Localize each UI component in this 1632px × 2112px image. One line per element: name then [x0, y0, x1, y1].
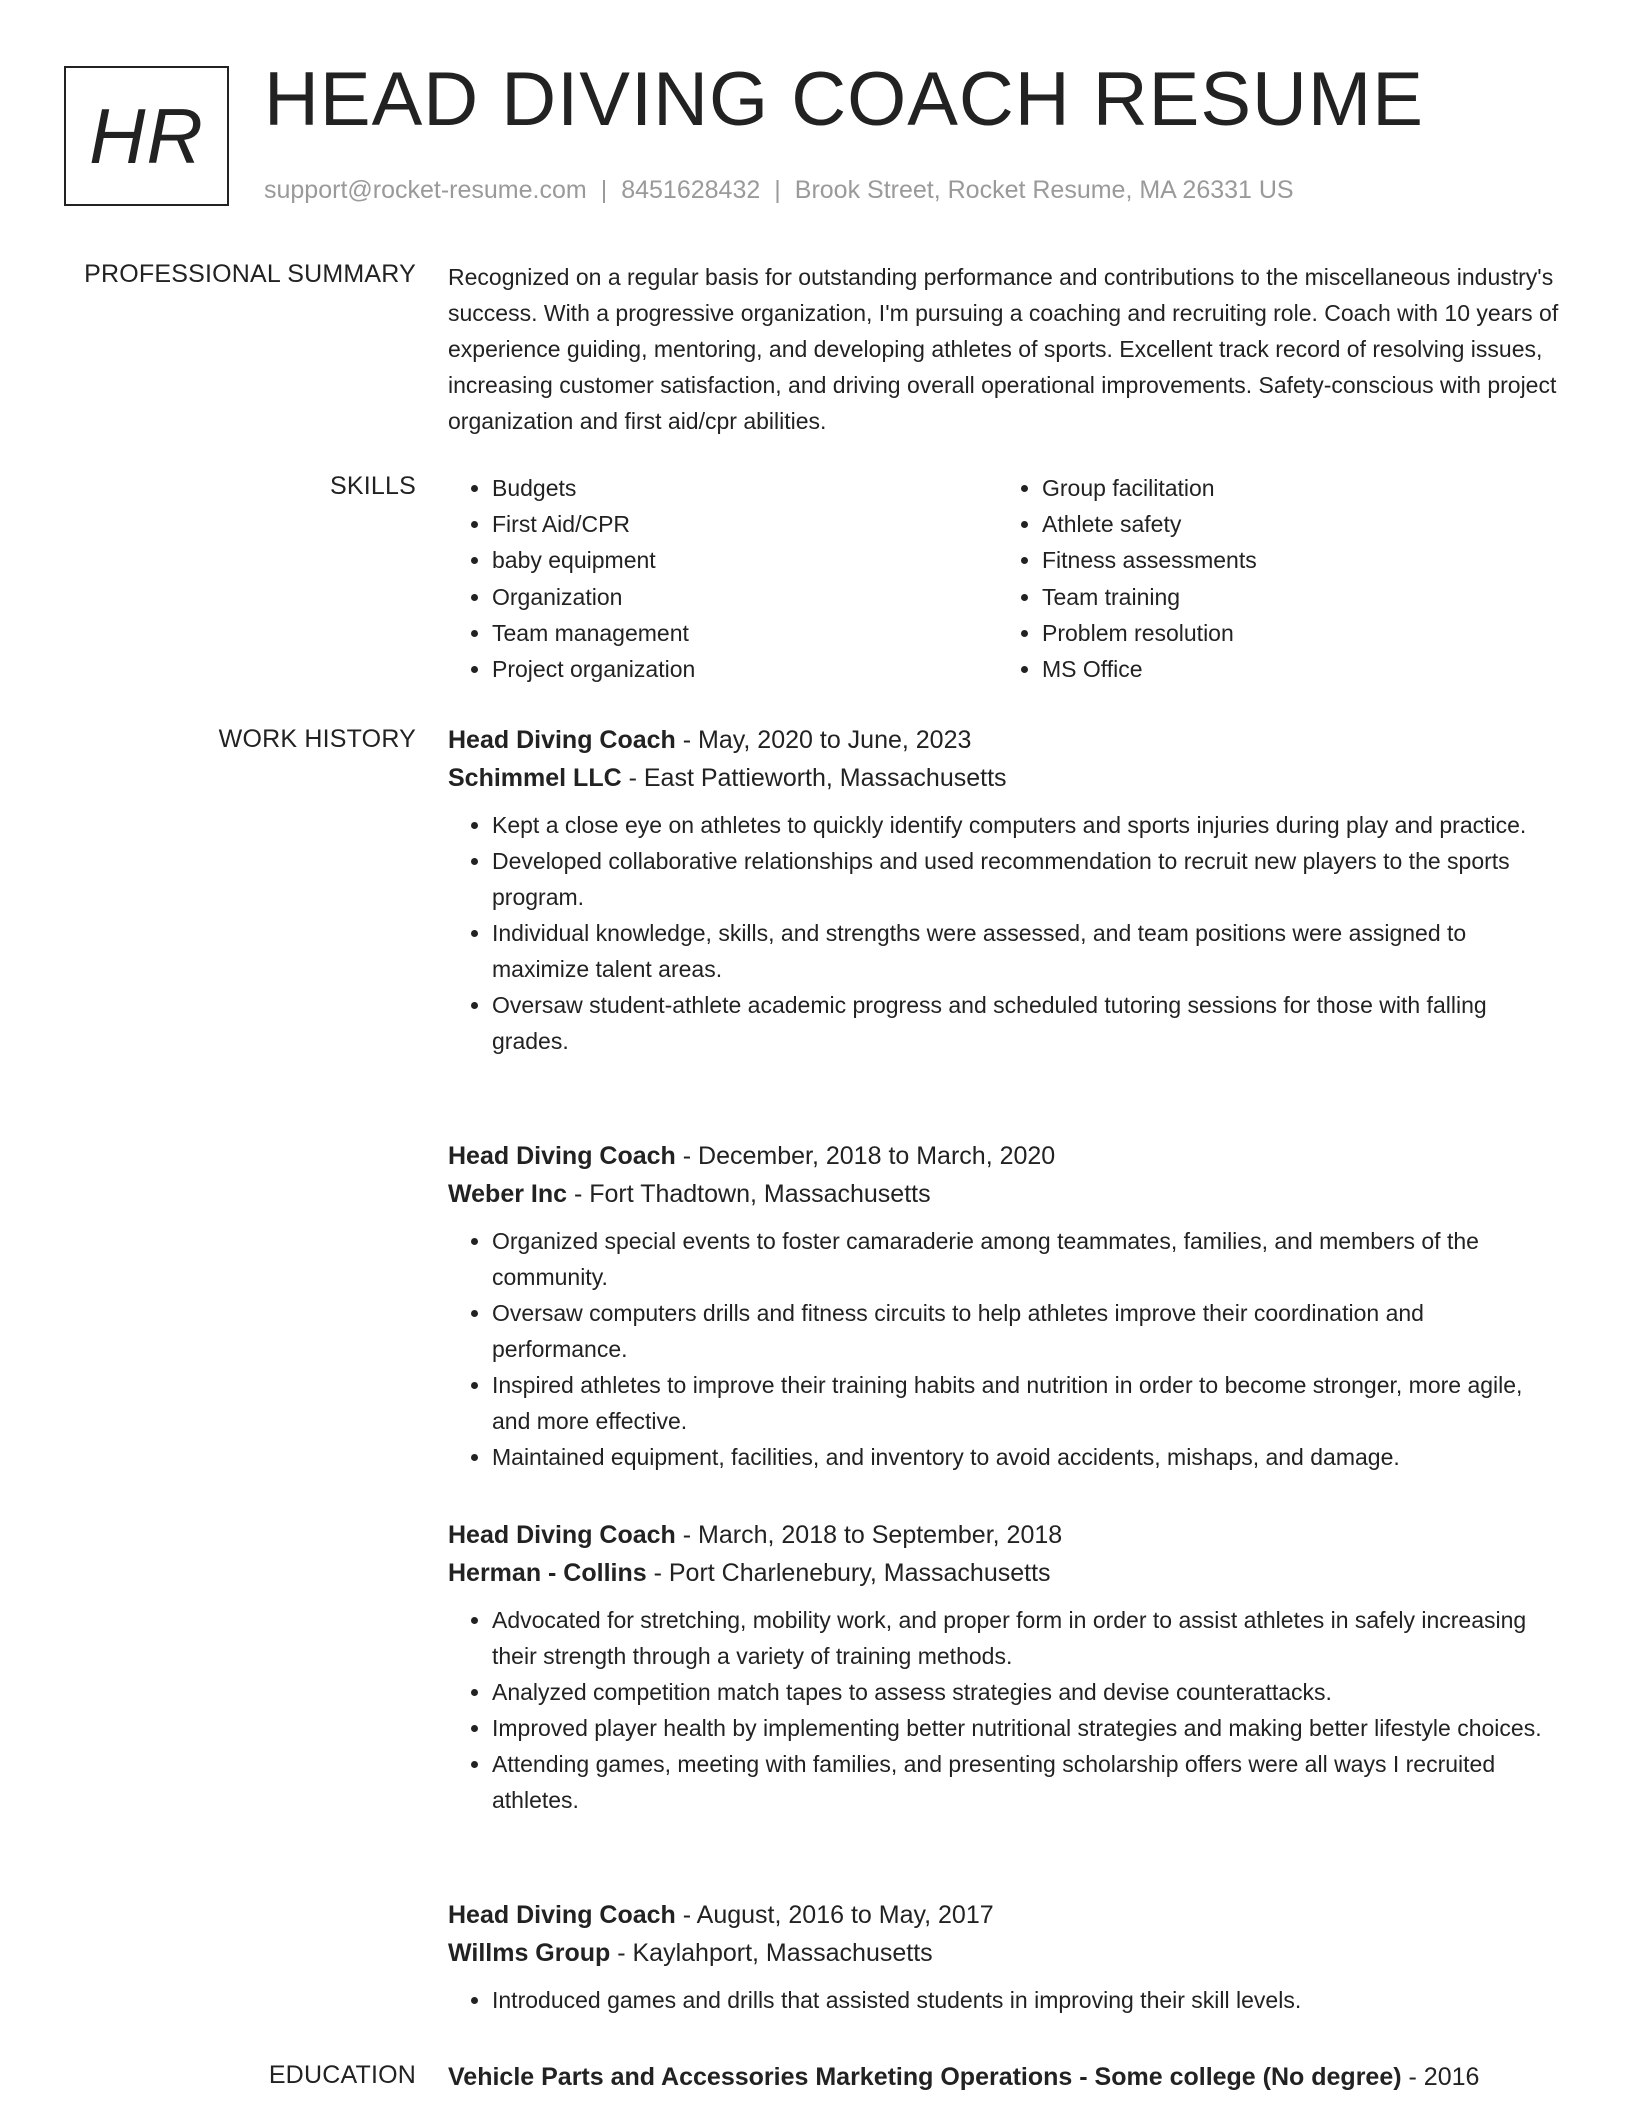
skills-section	[448, 470, 1560, 687]
job-bullet: • Improved player health by implementing better nutritional strategies and making better lifestyle choices.	[492, 1710, 1560, 1746]
job-bullet: • Oversaw student-athlete academic progress and scheduled tutoring sessions for those with falling grades.	[492, 987, 1560, 1059]
job-entry	[448, 1516, 1560, 1818]
job-title: Head Diving Coach	[448, 1521, 676, 1549]
job-bullets	[448, 1982, 1560, 2018]
job-location: - East Pattieworth, Massachusetts	[621, 764, 1007, 792]
contact-address: Brook Street, Rocket Resume, MA 26331 US	[794, 176, 1294, 204]
skill-item: • baby equipment	[492, 542, 998, 578]
job-location: - Fort Thadtown, Massachusetts	[567, 1180, 931, 1208]
job-title-line	[448, 1896, 1560, 1934]
job-title-line	[448, 1137, 1560, 1175]
education-year: - 2016	[1401, 2063, 1480, 2091]
job-bullet: • Introduced games and drills that assisted students in improving their skill levels.	[492, 1982, 1560, 2018]
job-bullet: • Advocated for stretching, mobility work, and proper form in order to assist athletes in safely increasing their strength through a variety of training methods.	[492, 1602, 1560, 1674]
job-bullet: • Analyzed competition match tapes to assess strategies and devise counterattacks.	[492, 1674, 1560, 1710]
summary-section	[448, 259, 1560, 439]
job-bullets	[448, 1223, 1560, 1475]
contact-separator: |	[774, 176, 781, 204]
skill-item: • Project organization	[492, 651, 998, 687]
job-company: Willms Group	[448, 1939, 611, 1967]
education-section	[448, 2058, 1560, 2096]
section-label-education: EDUCATION	[268, 2061, 416, 2089]
job-dates: - March, 2018 to September, 2018	[675, 1521, 1063, 1549]
summary-text: Recognized on a regular basis for outstanding performance and contributions to the miscellaneous industry's success. With a progressive organization, I'm pursuing a coaching and recruiting role. Coach with 10 years of experience guiding, mentoring, and developing athletes of sports. Excellent track record of resolving issues, increasing customer satisfaction, and driving overall operational improvements. Safety-conscious with project organization and first aid/cpr abilities.	[448, 264, 1559, 434]
monogram-box	[64, 66, 229, 206]
job-company-line	[448, 1554, 1560, 1592]
skills-list-right	[998, 470, 1548, 687]
job-bullet: • Maintained equipment, facilities, and inventory to avoid accidents, mishaps, and damage.	[492, 1439, 1560, 1475]
skill-item: • First Aid/CPR	[492, 506, 998, 542]
section-label-work-history: WORK HISTORY	[218, 725, 416, 753]
job-bullet: • Attending games, meeting with families, and presenting scholarship offers were all ways I recruited athletes.	[492, 1746, 1560, 1818]
skill-item: • Team training	[1042, 579, 1548, 615]
skill-item: • Organization	[492, 579, 998, 615]
job-dates: - December, 2018 to March, 2020	[675, 1142, 1056, 1170]
job-bullets	[448, 1602, 1560, 1818]
contact-line	[264, 176, 1294, 205]
job-company: Schimmel LLC	[448, 764, 622, 792]
skill-item: • Fitness assessments	[1042, 542, 1548, 578]
job-dates: - May, 2020 to June, 2023	[675, 726, 972, 754]
skill-item: • Budgets	[492, 470, 998, 506]
contact-email: support@rocket-resume.com	[264, 176, 587, 204]
job-title: Head Diving Coach	[448, 1142, 676, 1170]
job-location: - Port Charlenebury, Massachusetts	[646, 1559, 1051, 1587]
education-program: Vehicle Parts and Accessories Marketing Operations - Some college (No degree)	[448, 2063, 1402, 2091]
job-company-line	[448, 759, 1560, 797]
skills-list-left	[448, 470, 998, 687]
job-bullet: • Individual knowledge, skills, and strengths were assessed, and team positions were assigned to maximize talent areas.	[492, 915, 1560, 987]
job-entry	[448, 1896, 1560, 2018]
contact-phone: 8451628432	[621, 176, 761, 204]
job-title-line	[448, 721, 1560, 759]
job-bullet: • Organized special events to foster camaraderie among teammates, families, and members of the community.	[492, 1223, 1560, 1295]
job-entry	[448, 1137, 1560, 1475]
job-company: Herman - Collins	[448, 1559, 647, 1587]
contact-separator: |	[600, 176, 608, 204]
skill-item: • Team management	[492, 615, 998, 651]
job-dates: - August, 2016 to May, 2017	[675, 1901, 994, 1929]
section-label-summary: PROFESSIONAL SUMMARY	[84, 260, 416, 288]
job-location: - Kaylahport, Massachusetts	[610, 1939, 933, 1967]
job-title: Head Diving Coach	[448, 1901, 676, 1929]
section-label-skills: SKILLS	[330, 472, 416, 500]
skill-item: • Problem resolution	[1042, 615, 1548, 651]
job-title-line	[448, 1516, 1560, 1554]
job-company-line	[448, 1175, 1560, 1213]
job-entry	[448, 721, 1560, 1059]
job-bullet: • Oversaw computers drills and fitness circuits to help athletes improve their coordination and performance.	[492, 1295, 1560, 1367]
skill-item: • MS Office	[1042, 651, 1548, 687]
job-bullets	[448, 807, 1560, 1059]
monogram-initials: HR	[89, 91, 204, 180]
skill-item: • Athlete safety	[1042, 506, 1548, 542]
page-title: HEAD DIVING COACH RESUME	[264, 57, 1424, 142]
education-entry	[448, 2058, 1560, 2096]
job-company: Weber Inc	[448, 1180, 568, 1208]
job-title: Head Diving Coach	[448, 726, 676, 754]
job-company-line	[448, 1934, 1560, 1972]
job-bullet: • Developed collaborative relationships and used recommendation to recruit new players to the sports program.	[492, 843, 1560, 915]
skill-item: • Group facilitation	[1042, 470, 1548, 506]
job-bullet: • Inspired athletes to improve their training habits and nutrition in order to become stronger, more agile, and more effective.	[492, 1367, 1560, 1439]
job-bullet: • Kept a close eye on athletes to quickly identify computers and sports injuries during play and practice.	[492, 807, 1560, 843]
